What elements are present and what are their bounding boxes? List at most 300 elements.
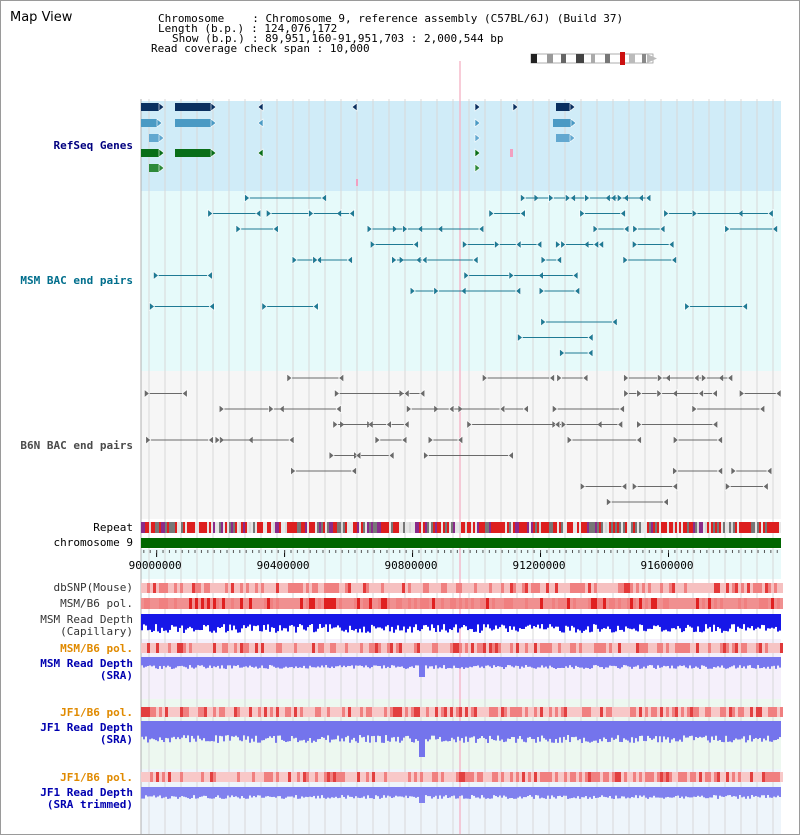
read-depth-bar xyxy=(219,721,221,736)
read-depth-bar xyxy=(701,721,703,738)
read-depth-bar xyxy=(215,614,217,633)
read-depth-bar xyxy=(239,787,241,799)
polymorphism-cell xyxy=(606,598,609,609)
read-depth-bar xyxy=(339,721,341,741)
read-depth-bar xyxy=(707,657,709,669)
polymorphism-cell xyxy=(675,643,678,653)
read-depth-bar xyxy=(217,787,219,795)
polymorphism-cell xyxy=(537,598,540,609)
polymorphism-cell xyxy=(576,772,579,782)
read-depth-bar xyxy=(777,657,779,666)
repeat-segment xyxy=(335,522,337,533)
read-depth-bar xyxy=(585,721,587,741)
read-depth-bar xyxy=(385,721,387,735)
polymorphism-cell xyxy=(582,707,585,717)
polymorphism-cell xyxy=(363,598,366,609)
read-depth-bar xyxy=(729,657,731,667)
read-depth-bar xyxy=(311,721,313,743)
read-depth-bar xyxy=(145,657,147,667)
polymorphism-cell xyxy=(423,583,426,593)
polymorphism-cell xyxy=(684,772,687,782)
repeat-segment xyxy=(713,522,715,533)
repeat-segment xyxy=(515,522,517,533)
read-depth-bar xyxy=(435,787,437,796)
read-depth-bar xyxy=(717,657,719,666)
read-depth-bar xyxy=(475,787,477,798)
repeat-segment xyxy=(489,522,491,533)
polymorphism-cell xyxy=(495,643,498,653)
polymorphism-cell xyxy=(429,643,432,653)
read-depth-bar xyxy=(247,721,249,736)
repeat-segment xyxy=(221,522,223,533)
read-depth-bar xyxy=(437,657,439,668)
read-depth-bar xyxy=(655,614,657,626)
read-depth-bar xyxy=(727,614,729,631)
read-depth-bar xyxy=(315,787,317,798)
read-depth-bar xyxy=(447,721,449,741)
polymorphism-cell xyxy=(192,598,195,609)
read-depth-bar xyxy=(665,787,667,797)
repeat-segment xyxy=(627,522,629,533)
polymorphism-cell xyxy=(321,598,324,609)
read-depth-bar xyxy=(691,721,693,736)
read-depth-bar xyxy=(517,614,519,632)
read-depth-bar xyxy=(495,787,497,796)
read-depth-bar xyxy=(325,721,327,740)
polymorphism-cell xyxy=(534,772,537,782)
read-depth-bar xyxy=(167,657,169,666)
polymorphism-cell xyxy=(681,643,684,653)
polymorphism-cell xyxy=(234,583,237,593)
polymorphism-cell xyxy=(519,583,522,593)
polymorphism-cell xyxy=(528,707,531,717)
polymorphism-cell xyxy=(432,583,435,593)
polymorphism-cell xyxy=(315,583,318,593)
repeat-segment xyxy=(343,522,345,533)
read-depth-bar xyxy=(609,721,611,742)
polymorphism-cell xyxy=(678,707,681,717)
read-depth-bar xyxy=(237,657,239,665)
polymorphism-cell xyxy=(306,772,309,782)
read-depth-bar xyxy=(333,787,335,798)
polymorphism-cell xyxy=(729,772,732,782)
read-depth-bar xyxy=(423,787,425,803)
polymorphism-cell xyxy=(663,598,666,609)
read-depth-bar xyxy=(643,614,645,631)
read-depth-bar xyxy=(263,787,265,798)
read-depth-bar xyxy=(381,657,383,668)
read-depth-bar xyxy=(359,787,361,798)
read-depth-bar xyxy=(485,787,487,799)
polymorphism-cell xyxy=(204,707,207,717)
read-depth-bar xyxy=(305,614,307,631)
polymorphism-cell xyxy=(177,583,180,593)
polymorphism-cell xyxy=(525,598,528,609)
polymorphism-cell xyxy=(339,583,342,593)
polymorphism-cell xyxy=(447,643,450,653)
polymorphism-cell xyxy=(351,707,354,717)
polymorphism-cell xyxy=(444,707,447,717)
read-depth-bar xyxy=(757,614,759,627)
read-depth-bar xyxy=(197,614,199,630)
repeat-segment xyxy=(761,522,763,533)
repeat-segment xyxy=(579,522,581,533)
refseq-gene xyxy=(141,119,157,127)
read-depth-bar xyxy=(361,614,363,632)
read-depth-bar xyxy=(297,787,299,799)
polymorphism-cell xyxy=(735,583,738,593)
read-depth-bar xyxy=(185,614,187,630)
polymorphism-cell xyxy=(231,583,234,593)
repeat-segment xyxy=(421,522,423,533)
polymorphism-cell xyxy=(489,583,492,593)
polymorphism-cell xyxy=(372,583,375,593)
read-depth-bar xyxy=(237,787,239,797)
read-depth-bar xyxy=(169,787,171,798)
read-depth-bar xyxy=(749,614,751,628)
repeat-segment xyxy=(145,522,147,533)
read-depth-bar xyxy=(153,614,155,631)
repeat-segment xyxy=(441,522,443,533)
polymorphism-cell xyxy=(324,583,327,593)
polymorphism-cell xyxy=(549,583,552,593)
polymorphism-cell xyxy=(630,598,633,609)
repeat-segment xyxy=(363,522,365,533)
polymorphism-cell xyxy=(372,772,375,782)
read-depth-bar xyxy=(185,787,187,797)
read-depth-bar xyxy=(223,614,225,624)
polymorphism-cell xyxy=(627,707,630,717)
polymorphism-cell xyxy=(573,643,576,653)
polymorphism-cell xyxy=(219,772,222,782)
read-depth-bar xyxy=(365,657,367,665)
read-depth-bar xyxy=(469,614,471,629)
polymorphism-cell xyxy=(342,598,345,609)
polymorphism-cell xyxy=(753,583,756,593)
read-depth-bar xyxy=(369,657,371,668)
repeat-segment xyxy=(247,522,249,533)
polymorphism-cell xyxy=(252,707,255,717)
repeat-segment xyxy=(255,522,257,533)
polymorphism-cell xyxy=(300,598,303,609)
polymorphism-cell xyxy=(237,772,240,782)
polymorphism-cell xyxy=(762,583,765,593)
read-depth-bar xyxy=(537,787,539,795)
repeat-segment xyxy=(337,522,339,533)
polymorphism-cell xyxy=(447,772,450,782)
read-depth-bar xyxy=(265,787,267,796)
read-depth-bar xyxy=(173,657,175,669)
read-depth-bar xyxy=(459,614,461,628)
read-depth-bar xyxy=(557,787,559,796)
read-depth-bar xyxy=(465,657,467,668)
read-depth-bar xyxy=(565,614,567,626)
polymorphism-cell xyxy=(708,583,711,593)
polymorphism-cell xyxy=(474,707,477,717)
read-depth-bar xyxy=(199,787,201,797)
polymorphism-cell xyxy=(153,707,156,717)
read-depth-bar xyxy=(157,614,159,631)
read-depth-bar xyxy=(421,787,423,803)
polymorphism-cell xyxy=(732,772,735,782)
polymorphism-cell xyxy=(507,583,510,593)
read-depth-bar xyxy=(695,614,697,632)
read-depth-bar xyxy=(261,721,263,740)
polymorphism-cell xyxy=(291,643,294,653)
polymorphism-cell xyxy=(597,772,600,782)
ideogram-band xyxy=(531,54,537,63)
read-depth-bar xyxy=(225,614,227,632)
read-depth-bar xyxy=(287,657,289,668)
read-depth-bar xyxy=(231,721,233,736)
polymorphism-cell xyxy=(573,583,576,593)
read-depth-bar xyxy=(183,657,185,667)
polymorphism-cell xyxy=(732,643,735,653)
read-depth-bar xyxy=(505,657,507,667)
read-depth-bar xyxy=(483,657,485,668)
polymorphism-cell xyxy=(510,583,513,593)
polymorphism-cell xyxy=(405,643,408,653)
read-depth-bar xyxy=(239,614,241,632)
polymorphism-cell xyxy=(306,583,309,593)
read-depth-bar xyxy=(471,721,473,737)
polymorphism-cell xyxy=(192,772,195,782)
repeat-segment xyxy=(393,522,395,533)
polymorphism-cell xyxy=(261,583,264,593)
polymorphism-cell xyxy=(168,707,171,717)
read-depth-bar xyxy=(689,657,691,665)
read-depth-bar xyxy=(759,614,761,629)
repeat-segment xyxy=(279,522,281,533)
polymorphism-cell xyxy=(150,598,153,609)
polymorphism-cell xyxy=(744,643,747,653)
read-depth-bar xyxy=(439,657,441,667)
read-depth-bar xyxy=(737,721,739,740)
read-depth-bar xyxy=(389,787,391,796)
polymorphism-cell xyxy=(501,772,504,782)
polymorphism-cell xyxy=(759,598,762,609)
polymorphism-cell xyxy=(675,583,678,593)
polymorphism-cell xyxy=(483,598,486,609)
polymorphism-cell xyxy=(765,772,768,782)
read-depth-bar xyxy=(349,721,351,743)
polymorphism-cell xyxy=(378,598,381,609)
repeat-segment xyxy=(723,522,725,533)
polymorphism-cell xyxy=(315,772,318,782)
polymorphism-cell xyxy=(306,643,309,653)
polymorphism-cell xyxy=(429,598,432,609)
polymorphism-cell xyxy=(570,772,573,782)
polymorphism-cell xyxy=(690,643,693,653)
read-depth-bar xyxy=(375,657,377,665)
msm-depth-sra-line-2: (SRA) xyxy=(99,669,133,682)
polymorphism-cell xyxy=(213,598,216,609)
polymorphism-cell xyxy=(681,772,684,782)
read-depth-bar xyxy=(333,657,335,668)
polymorphism-cell xyxy=(630,583,633,593)
polymorphism-cell xyxy=(768,707,771,717)
read-depth-bar xyxy=(463,787,465,799)
polymorphism-cell xyxy=(717,643,720,653)
read-depth-bar xyxy=(281,657,283,669)
repeat-segment xyxy=(757,522,759,533)
read-depth-bar xyxy=(393,614,395,633)
polymorphism-cell xyxy=(309,583,312,593)
repeat-segment xyxy=(239,522,241,533)
repeat-segment xyxy=(517,522,519,533)
polymorphism-cell xyxy=(294,583,297,593)
polymorphism-cell xyxy=(339,598,342,609)
polymorphism-cell xyxy=(426,583,429,593)
repeat-segment xyxy=(681,522,683,533)
read-depth-bar xyxy=(537,657,539,667)
polymorphism-cell xyxy=(474,772,477,782)
read-depth-bar xyxy=(425,657,427,665)
read-depth-bar xyxy=(353,657,355,669)
read-depth-bar xyxy=(633,721,635,743)
polymorphism-cell xyxy=(216,598,219,609)
polymorphism-cell xyxy=(180,583,183,593)
read-depth-bar xyxy=(571,614,573,626)
polymorphism-cell xyxy=(609,707,612,717)
read-depth-bar xyxy=(353,614,355,631)
read-depth-bar xyxy=(729,787,731,795)
polymorphism-cell xyxy=(489,643,492,653)
read-depth-bar xyxy=(311,787,313,797)
read-depth-bar xyxy=(263,657,265,668)
polymorphism-cell xyxy=(453,772,456,782)
read-depth-bar xyxy=(409,721,411,738)
read-depth-bar xyxy=(289,721,291,741)
read-depth-bar xyxy=(427,787,429,796)
read-depth-bar xyxy=(589,657,591,669)
read-depth-bar xyxy=(473,721,475,736)
polymorphism-cell xyxy=(219,707,222,717)
read-depth-bar xyxy=(695,787,697,797)
polymorphism-cell xyxy=(585,707,588,717)
polymorphism-cell xyxy=(264,707,267,717)
read-depth-bar xyxy=(245,657,247,666)
read-depth-bar xyxy=(531,657,533,668)
polymorphism-cell xyxy=(624,643,627,653)
read-depth-bar xyxy=(611,787,613,799)
read-depth-bar xyxy=(179,614,181,628)
polymorphism-cell xyxy=(723,707,726,717)
polymorphism-cell xyxy=(459,772,462,782)
read-depth-bar xyxy=(417,614,419,630)
read-depth-bar xyxy=(217,657,219,666)
polymorphism-cell xyxy=(672,643,675,653)
polymorphism-cell xyxy=(744,598,747,609)
polymorphism-cell xyxy=(525,772,528,782)
polymorphism-cell xyxy=(384,598,387,609)
polymorphism-cell xyxy=(546,583,549,593)
repeat-segment xyxy=(399,522,401,533)
chromosome-key: Chromosome xyxy=(158,12,225,25)
polymorphism-cell xyxy=(324,643,327,653)
read-depth-bar xyxy=(697,614,699,626)
polymorphism-cell xyxy=(417,583,420,593)
polymorphism-cell xyxy=(189,772,192,782)
polymorphism-cell xyxy=(756,707,759,717)
polymorphism-cell xyxy=(696,772,699,782)
read-depth-bar xyxy=(283,787,285,799)
polymorphism-cell xyxy=(771,707,774,717)
read-depth-bar xyxy=(525,787,527,797)
polymorphism-cell xyxy=(522,583,525,593)
read-depth-bar xyxy=(715,614,717,631)
read-depth-bar xyxy=(557,657,559,668)
polymorphism-cell xyxy=(615,598,618,609)
polymorphism-cell xyxy=(273,707,276,717)
polymorphism-cell xyxy=(408,583,411,593)
polymorphism-cell xyxy=(660,643,663,653)
polymorphism-cell xyxy=(675,598,678,609)
polymorphism-cell xyxy=(261,707,264,717)
read-depth-bar xyxy=(587,657,589,668)
polymorphism-cell xyxy=(597,583,600,593)
read-depth-bar xyxy=(401,657,403,666)
read-depth-bar xyxy=(299,787,301,799)
read-depth-bar xyxy=(667,657,669,666)
repeat-segment xyxy=(199,522,201,533)
read-depth-bar xyxy=(363,657,365,667)
read-depth-bar xyxy=(247,657,249,667)
polymorphism-cell xyxy=(729,707,732,717)
read-depth-bar xyxy=(325,614,327,624)
polymorphism-cell xyxy=(531,772,534,782)
polymorphism-cell xyxy=(480,598,483,609)
polymorphism-cell xyxy=(246,583,249,593)
read-depth-bar xyxy=(155,614,157,624)
polymorphism-cell xyxy=(366,583,369,593)
read-depth-bar xyxy=(563,657,565,668)
polymorphism-cell xyxy=(696,598,699,609)
read-depth-bar xyxy=(277,787,279,796)
read-depth-bar xyxy=(779,614,781,631)
read-depth-bar xyxy=(591,787,593,799)
polymorphism-cell xyxy=(756,598,759,609)
polymorphism-cell xyxy=(645,598,648,609)
read-depth-bar xyxy=(233,614,235,626)
read-depth-bar xyxy=(155,657,157,668)
repeat-segment xyxy=(533,522,535,533)
repeat-segment xyxy=(671,522,673,533)
polymorphism-cell xyxy=(711,598,714,609)
read-depth-bar xyxy=(191,721,193,736)
read-depth-bar xyxy=(169,657,171,667)
polymorphism-cell xyxy=(618,583,621,593)
polymorphism-cell xyxy=(210,643,213,653)
polymorphism-cell xyxy=(489,772,492,782)
read-depth-bar xyxy=(459,787,461,796)
polymorphism-cell xyxy=(336,707,339,717)
read-depth-bar xyxy=(707,721,709,740)
polymorphism-cell xyxy=(201,643,204,653)
repeat-segment xyxy=(257,522,259,533)
polymorphism-cell xyxy=(600,583,603,593)
polymorphism-cell xyxy=(267,707,270,717)
repeat-segment xyxy=(345,522,347,533)
read-depth-bar xyxy=(475,657,477,666)
read-depth-bar xyxy=(429,721,431,739)
read-depth-bar xyxy=(295,657,297,666)
polymorphism-cell xyxy=(549,598,552,609)
polymorphism-cell xyxy=(696,707,699,717)
repeat-segment xyxy=(557,522,559,533)
polymorphism-cell xyxy=(660,772,663,782)
read-depth-bar xyxy=(311,614,313,624)
